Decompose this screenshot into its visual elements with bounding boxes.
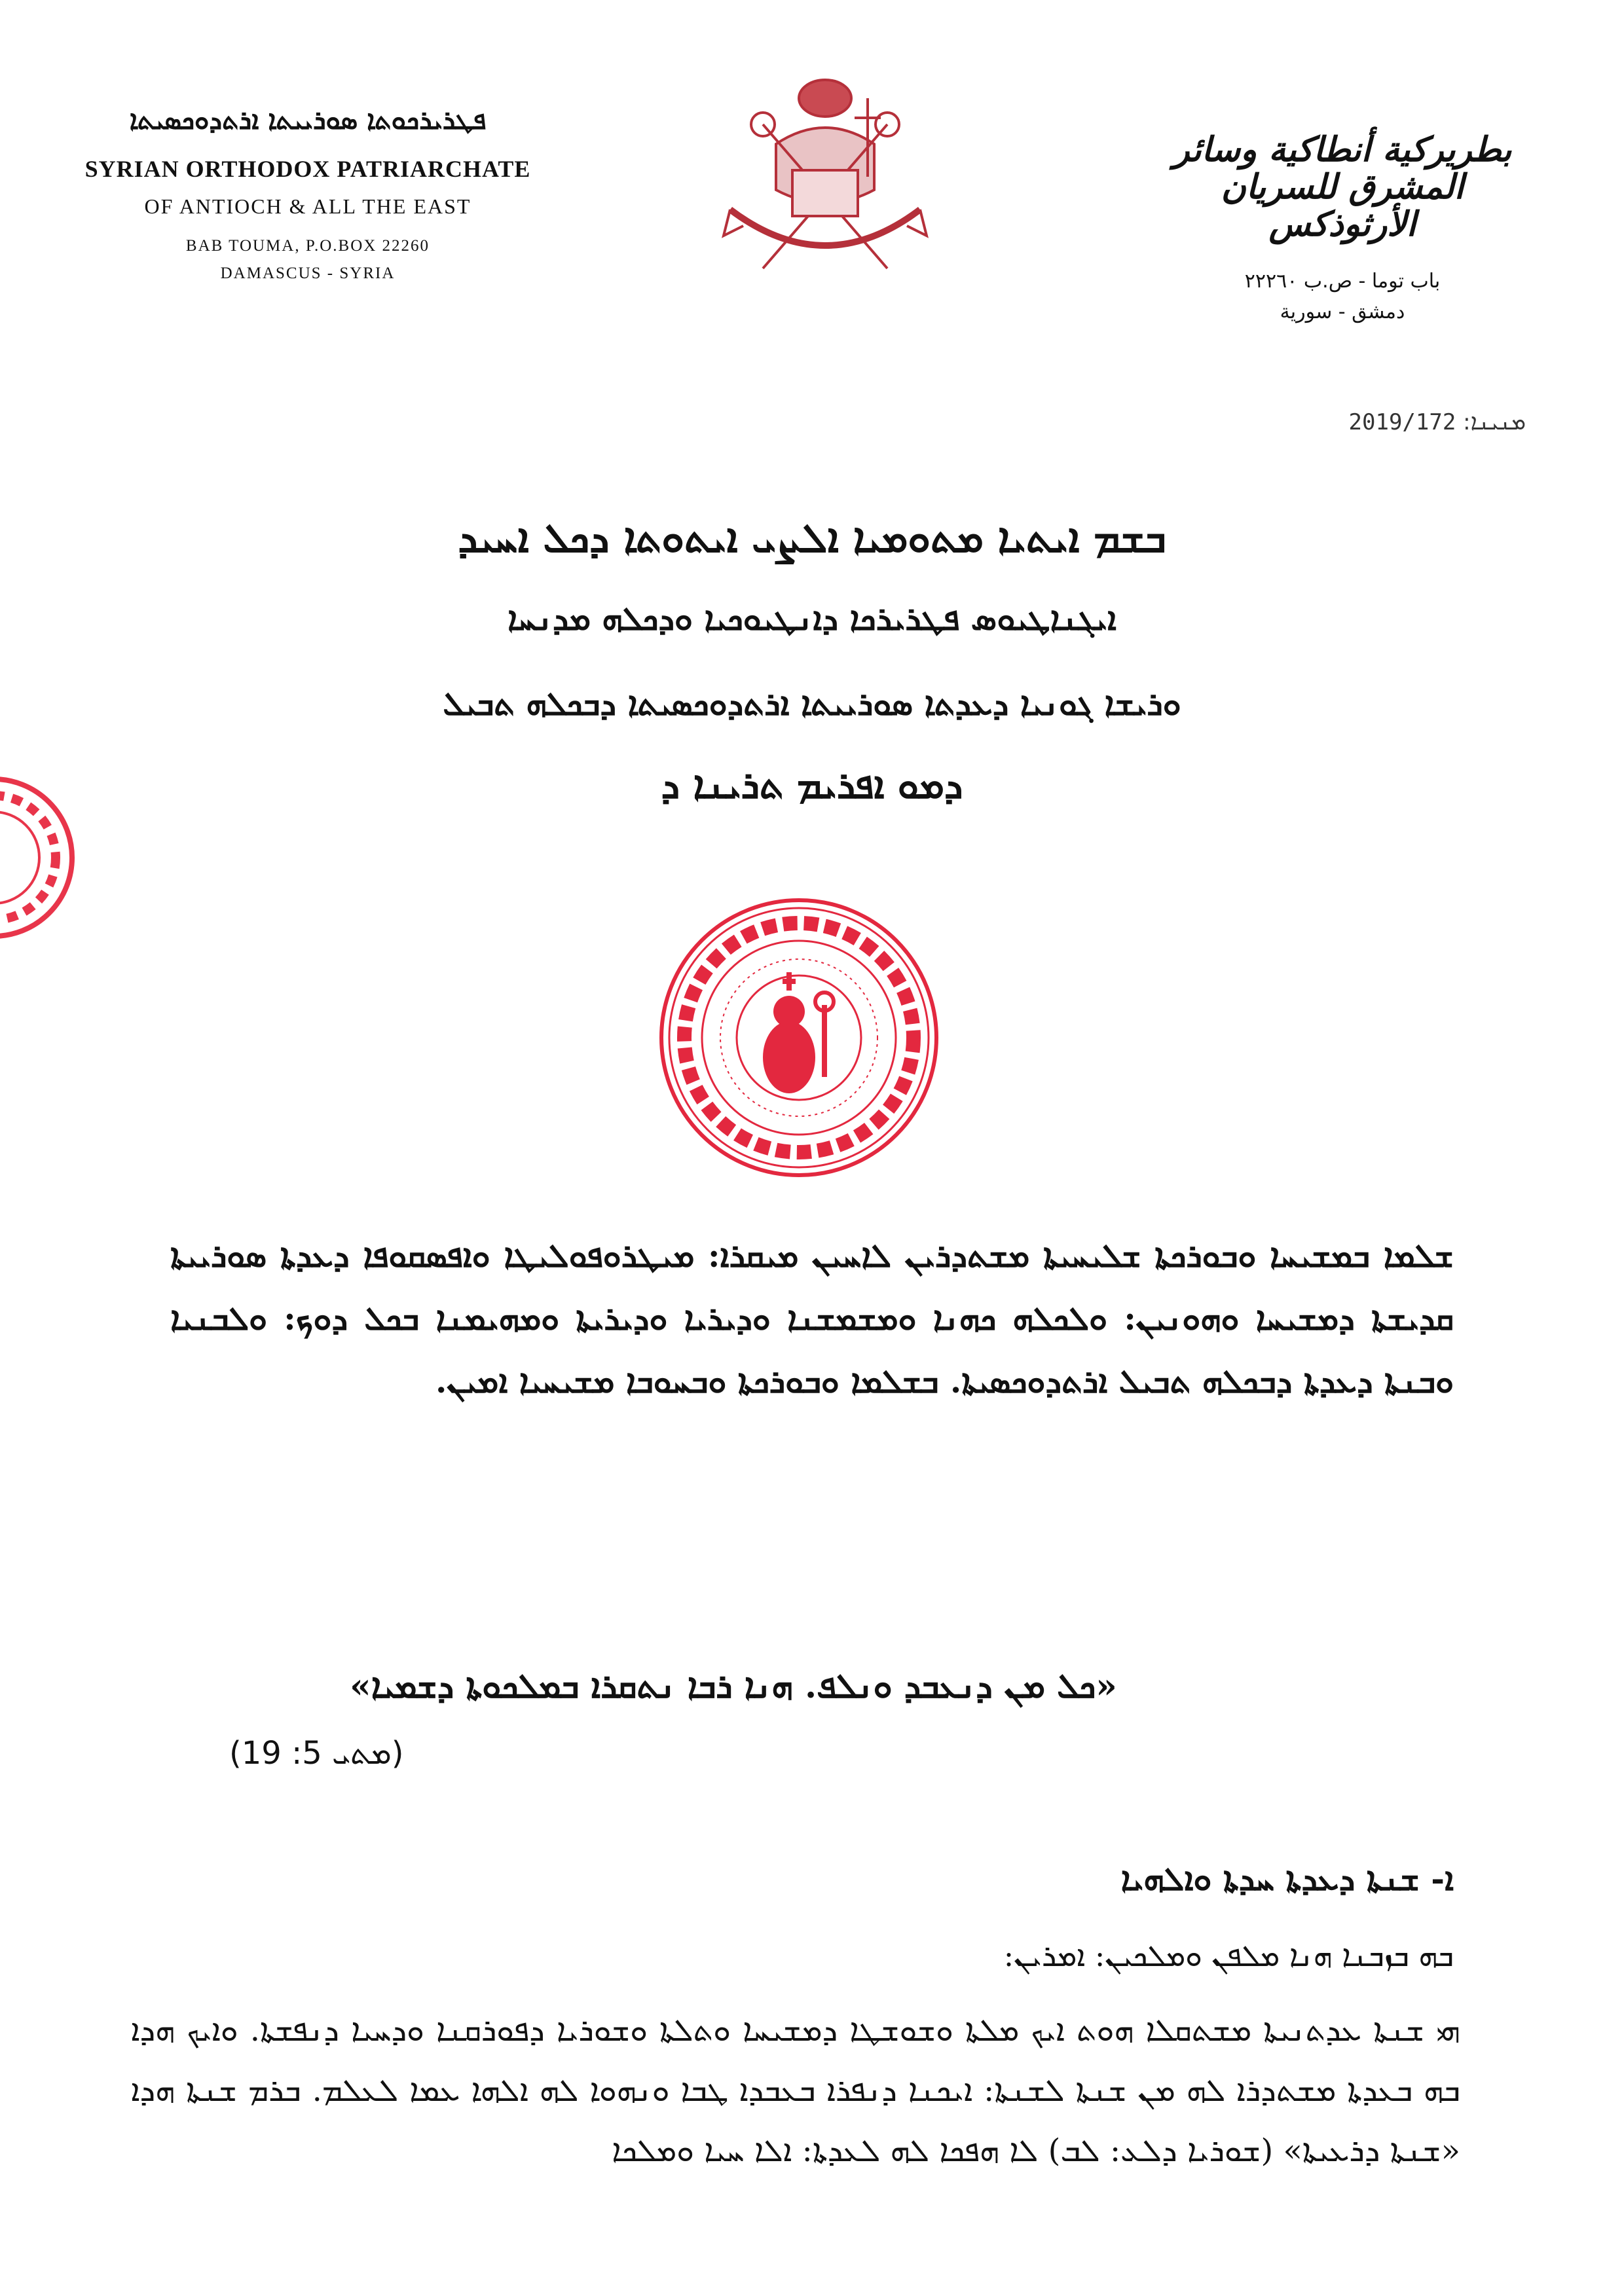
heading-line-1: ܒܫܡ ܐܝܬܝܐ ܡܬܘܡܝܐ ܐܠܨܝ ܐܝܬܘܬܐ ܕܟܠ ܐܚܝܕ [458,514,1166,562]
letterhead-english-subtitle: OF ANTIOCH & ALL THE EAST [144,194,471,218]
letterhead-arabic-name: بطريركية أنطاكية وسائر المشرق للسريان الأرثوذكس [1173,130,1512,245]
partial-seal-icon [0,773,79,943]
letterhead-english-title: SYRIAN ORTHODOX PATRIARCHATE [84,156,531,182]
heading-line-4: ܕܡܘ ܐܦܪܝܡ ܬܪܝܢܐ ܕ [661,763,963,807]
letterhead-address-line1: BAB TOUMA, P.O.BOX 22260 [185,237,430,255]
patriarchal-emblem-icon [717,72,933,288]
letterhead-address-line2: DAMASCUS - SYRIA [220,264,396,282]
heading-line-2: ܐܝܓܢܐܛܝܘܣ ܦܛܪܝܪܟܐ ܕܐܢܛܝܘܟܝܐ ܘܕܟܠܗ ܡܕܢܚܐ [507,599,1116,638]
reference-label: ܡܢܝܢܐ: [1463,409,1526,435]
section-1-title: ܐ- ܫܢܬܐ ܕܥܕܬܐ ܚܕܬܐ ܘܐܠܗܝܐ [1120,1859,1454,1898]
letterhead-left [79,105,537,283]
reference-value: 2019/172 [1348,409,1456,435]
patriarchal-seal-icon [655,894,943,1182]
scripture-quote: «ܟܠ ܡܢ ܕܢܥܒܕ ܘܢܠܦ. ܗܢܐ ܪܒܐ ܢܬܩܪܐ ܒܡܠܟܘܬܐ ܕܫܡܝܐ» [350,1666,1117,1706]
reference-number [1349,409,1526,435]
body-paragraph-2: ܗܝ ܫܢܬܐ ܥܕܬܢܝܬܐ ܡܫܬܩܠܐ ܗܘܬ ܐܝܟ ܡܠܬܐ ܘܫܘܫܛܐ ܕܡܫܝܚܐ ܘܬܠܬܐ ܘܫܘܪܝܐ ܕܦܘܪܩܢܐ ܘܕܚܝܐ ܕܢܦܫܬܐ. ܘܐܝܟ ܗܕܐ ܒܗ ܒܥܕܬܐ ܡܫܬܕܪܐ ܠܗ ܡܢ ܫܢܬܐ ܠܫܢܬܐ: ܐܝܟܢܐ ܕܢܦܪܐ ܒܥܒܕܐ ܛܒܐ ܘܢܗܘܐ ܠܗ ܐܠܗܐ ܥܡܐ ܠܥܠܡ. ܒܪܡ ܫܢܬܐ ܗܕܐ «ܫܢܬܐ ܕܪܥܝܬܐ» (ܫܘܪܝܐ ܕܠܥ: ܠܒ) ܠܐ ܗܦܟܐ ܠܗ ܠܥܕܬܐ: ܐܠܐ ܚܝܐ ܘܡܠܟܐ [131,2012,1460,2169]
section-1-intro: ܒܗ ܒܙܒܢܐ ܗܢܐ ܡܠܦܢ ܘܡܠܟܝܢ: ܐܡܪܝܢ: [1003,1938,1454,1973]
letterhead-right [1159,131,1526,323]
body-paragraph-1: ܫܠܡܐ ܒܡܫܝܚܐ ܘܒܘܪܟܬܐ ܫܠܝܚܝܬܐ ܡܫܬܕܪܝܢ ܠܐܚܝܢ ܡܝܩܪܐ: ܡܝܛܪܘܦܘܠܝܛܐ ܘܐܦܣܩܘܦܐ ܕܥܕܬܐ ܣܘܪܝܝܬܐ ܩܕܝܫܬܐ ܕܡܫܝܚܐ ܘܗܘܢܝܢ: ܘܠܟܠܗ ܟܗܢܐ ܘܡܫܡܫܢܐ ܘܕܝܪܝܐ ܘܕܝܪܝܬܐ ܘܡܗܝܡܢܐ ܒܟܠ ܕܘܟ: ܘܠܒܢܝܐ ܘܒܢܬܐ ܕܥܕܬܐ ܕܒܟܠܗ ܬܒܝܠ ܐܪܬܕܘܟܣܝܬܐ. ܒܫܠܡܐ ܘܒܘܪܟܬܐ ܘܒܚܘܒܐ ܡܫܝܚܝܐ ܐܡܝܢ. [170,1236,1454,1400]
heading-line-3: ܘܪܝܫܐ ܓܘܢܝܐ ܕܥܕܬܐ ܣܘܪܝܝܬܐ ܐܪܬܕܘܟܣܝܬܐ ܕܒܟܠܗ ܬܒܝܠ [443,684,1181,723]
letterhead-arabic-address-line1: باب توما - ص.ب ٢٢٢٦٠ [1244,269,1441,293]
letterhead-arabic-address-line2: دمشق - سورية [1280,300,1405,323]
letterhead-syriac-name: ܦܛܪܝܪܟܘܬܐ ܣܘܪܝܝܬܐ ܐܪܬܕܘܟܣܝܬܐ [129,105,487,136]
scripture-citation: (ܡܬܝ 5: 19) [229,1735,404,1772]
